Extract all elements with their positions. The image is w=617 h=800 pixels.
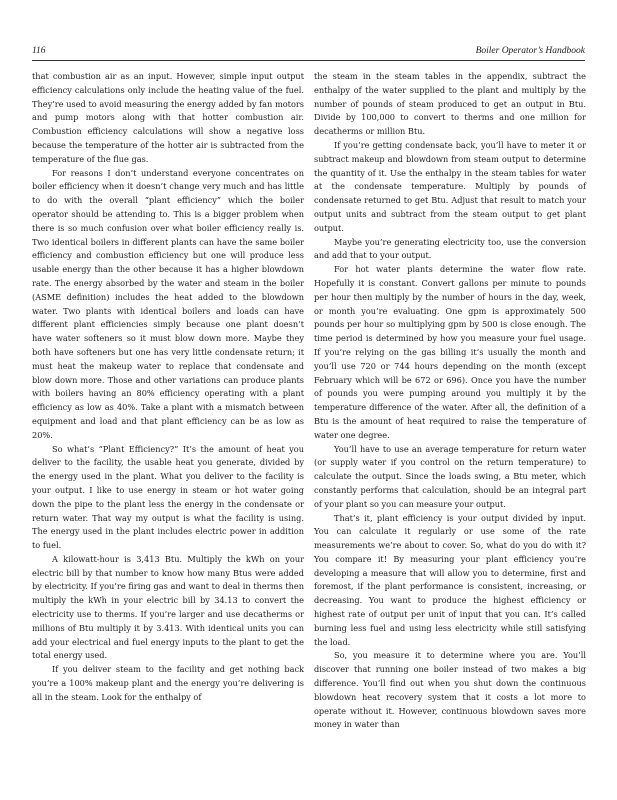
header-rule bbox=[32, 60, 585, 61]
paragraph: If you’re getting condensate back, you’ll have to meter it or subtract makeup and blowdown from steam output to determine the quantity of it. Use the enthalpy in the steam tables for water at the condensate temperature. Multiply by pounds of condensate returned to get Btu. Adjust that result to match your output units and subtract from the steam output to get plant output. bbox=[314, 139, 586, 233]
running-head bbox=[32, 44, 585, 58]
paragraph: For hot water plants determine the water flow rate. Hopefully it is constant. Convert gallons per minute to pounds per hour then multiply by the number of hours in the day, week, or month you’re evaluating. One gpm is approximately 500 pounds per hour so multiplying gpm by 500 is close enough. The time period is determined by how you measure your fuel usage. If you’re relying on the gas billing it’s usually the month and you’ll use 720 or 744 hours depending on the month (except February which will be 672 or 696). Once you have the number of pounds you were pumping around you multiply it by the temperature difference of the water. After all, the definition of a Btu is the amount of heat required to raise the temperature of water one degree. bbox=[314, 264, 586, 440]
page-number: 116 bbox=[32, 46, 46, 56]
paragraph: that combustion air as an input. However, simple input output efficiency calculations only include the heating value of the fuel. They’re used to avoid measuring the energy added by fan motors and pump motors along with that hotter combustion air. Combustion efficiency calculations will show a negative loss because the temperature of the hotter air is subtracted from the temperature of the flue gas. bbox=[32, 71, 304, 164]
right-column bbox=[314, 70, 586, 732]
left-column bbox=[32, 70, 304, 705]
paragraph: So what’s “Plant Efficiency?” It’s the amount of heat you deliver to the facility, the usable heat you generate, divided by the energy used in the plant. What you deliver to the facility is your output. I like to use energy in steam or hot water going down the pipe to the plant less the energy in the condensate or return water. That way my output is what the facility is using. The energy used in the plant includes electric power in addition to fuel. bbox=[32, 443, 304, 551]
paragraph: A kilowatt-hour is 3,413 Btu. Multiply the kWh on your electric bill by that number to know how many Btus were added by electricity. If you’re firing gas and want to deal in therms then multiply the kWh in your electric bill by 34.13 to convert the electricity use to therms. If you’re larger and use decatherms or millions of Btu multiply it by 3.413. With identical units you can add your electrical and fuel energy inputs to the plant to get the total energy used. bbox=[32, 553, 304, 661]
paragraph: For reasons I don’t understand everyone concentrates on boiler efficiency when it doesn’t change very much and has little to do with the overall “plant efficiency” which the boiler operator should be attending to. This is a bigger problem when there is so much confusion over what boiler efficiency really is. Two identical boilers in different plants can have the same boiler efficiency and combustion efficiency but one will produce less usable energy than the other because it has a higher blowdown rate. The energy absorbed by the water and steam in the boiler (ASME definition) includes the heat added to the blowdown water. Two plants with identical boilers and loads can have different plant efficiencies simply because one plant doesn’t have water softeners so it must blow down more. Maybe they both have softeners but one has very little condensate return; it must heat the makeup water to replace that condensate and blow down more. Those and other variations can produce plants with boilers having an 80% efficiency operating with a plant efficiency as low as 40%. Take a plant with a mismatch between equipment and load and that plant efficiency can be as low as 20%. bbox=[32, 167, 304, 440]
book-title: Boiler Operator’s Handbook bbox=[475, 46, 585, 56]
paragraph: If you deliver steam to the facility and get nothing back you’re a 100% makeup plant and the energy you’re delivering is all in the steam. Look for the enthalpy of bbox=[32, 664, 304, 702]
paragraph: That’s it, plant efficiency is your output divided by input. You can calculate it regularly or use some of the rate measurements we’re about to cover. So, what do you do with it? You compare it! By measuring your plant efficiency you’re developing a measure that will allow you to determine, first and foremost, if the plant performance is consistent, increasing, or decreasing. You want to produce the highest efficiency or highest rate of output per unit of input that you can. It’s called burning less fuel and using less electricity while still satisfying the load. bbox=[314, 512, 586, 647]
paragraph: So, you measure it to determine where you are. You’ll discover that running one boiler instead of two makes a big difference. You’ll find out when you shut down the continuous blowdown heat recovery system that it costs a lot more to operate without it. However, continuous blowdown saves more money in water than bbox=[314, 650, 586, 730]
paragraph: Maybe you’re generating electricity too, use the conversion and add that to your output. bbox=[314, 236, 586, 261]
paragraph: the steam in the steam tables in the appendix, subtract the enthalpy of the water supplied to the plant and multiply by the number of pounds of steam produced to get an output in Btu. Divide by 100,000 to convert to therms and one million for decatherms or million Btu. bbox=[314, 71, 586, 137]
paragraph: You’ll have to use an average temperature for return water (or supply water if you control on the return temperature) to calculate the output. Since the loads swing, a Btu meter, which constantly performs that calculation, should be an integral part of your plant so you can measure your output. bbox=[314, 443, 586, 509]
